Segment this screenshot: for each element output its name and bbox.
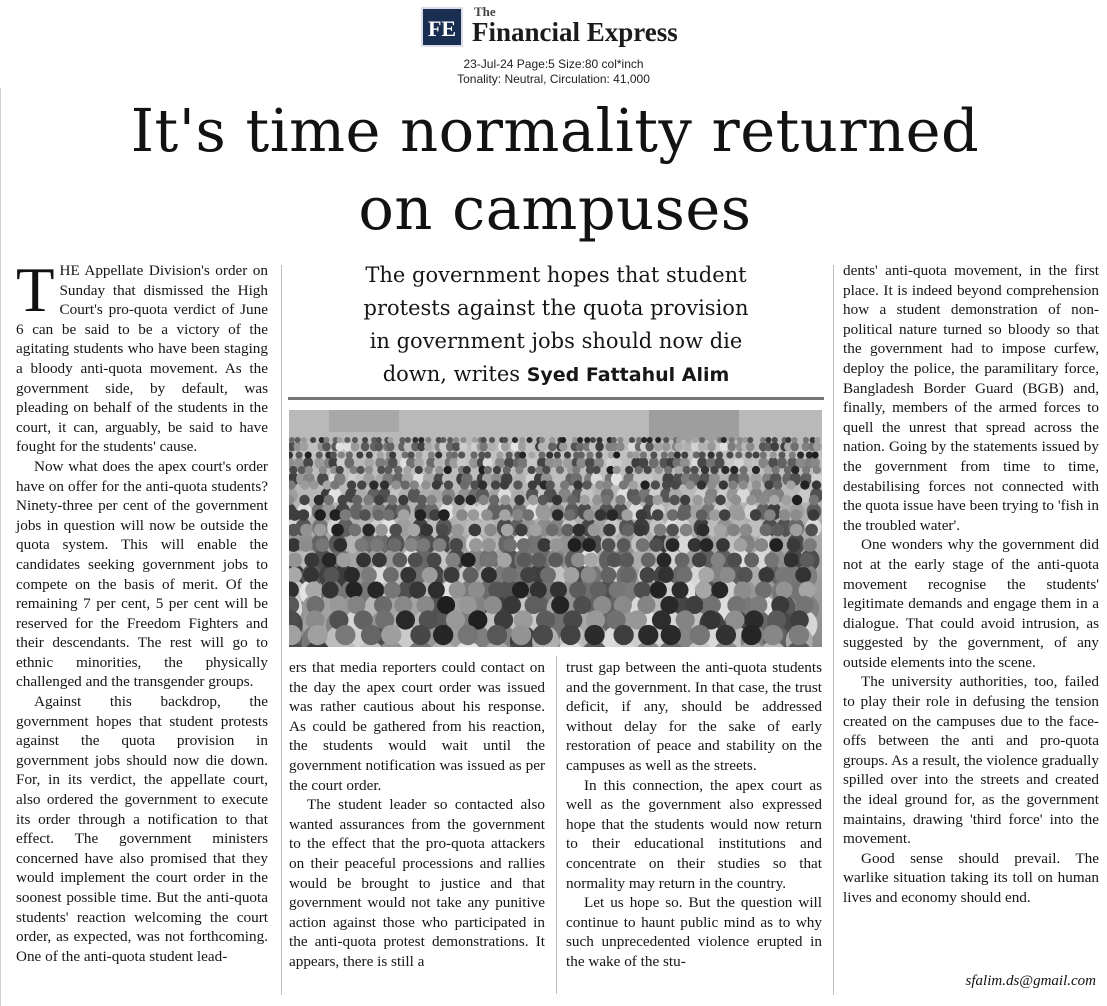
paragraph: Against this backdrop, the government hopes that student protests against the quota provision in government jobs should now die down. For, in its verdict, the appellate court, also ordered the government to execute its order through a notification to that effect. The government ministers concerned have also promised that they would implement the court order in the soonest possible time. But the anti-quota students' reaction welcoming the court order, as expected, was not forthcoming. One of the anti-quota student lead- xyxy=(16,693,268,965)
author-email: sfalim.ds@gmail.com xyxy=(965,973,1096,989)
column-divider xyxy=(281,265,282,995)
standfirst-line: The government hopes that student xyxy=(365,263,747,287)
clip-meta-tonality: Tonality: Neutral, Circulation: 41,000 xyxy=(457,72,650,86)
crowd-photo-illustration xyxy=(289,410,822,647)
clip-meta-date-page: 23-Jul-24 Page:5 Size:80 col*inch xyxy=(463,57,644,71)
article-column-2 xyxy=(289,658,545,972)
paragraph: The student leader so contacted also wanted assurances from the government to the effect that the pro-quota attackers on their peaceful processions and rallies would be brought to justice and that government would not take any punitive action against those who participated in the anti-quota protest demonstrations. It appears, there is still a xyxy=(289,796,545,970)
column-divider xyxy=(556,656,557,994)
paragraph: The university authorities, too, failed to play their role in defusing the tension created on the campuses due to the face-offs between the anti and pro-quota groups. As a result, the violence gradually spilled over into the streets and created the ideal ground for, as the government maintains, drawing 'third force' into the movement. xyxy=(843,673,1099,848)
paragraph: trust gap between the anti-quota students and the government. In that case, the trust deficit, if any, should be addressed without delay for the sake of early restoration of peace and stability on the campuses as well as the streets. xyxy=(566,659,822,774)
headline-line-1: It's time normality returned xyxy=(130,96,980,165)
article-standfirst xyxy=(296,259,816,392)
standfirst-line: protests against the quota provision xyxy=(363,296,749,320)
paragraph: In this connection, the apex court as well as the government also expressed hope that the students would now return to their educational institutions and concentrate on their studies so that normality may return in the country. xyxy=(566,776,822,892)
photo-top-rule xyxy=(288,397,824,400)
headline-line-2: on campuses xyxy=(358,174,752,243)
paragraph: Let us hope so. But the question will continue to haunt public mind as to why such unprecedented violence erupted in the wake of the stu- xyxy=(566,894,822,970)
standfirst-line: in government jobs should now die xyxy=(369,329,743,353)
masthead-title: Financial Express xyxy=(472,17,678,47)
crowd-photo xyxy=(289,410,822,647)
article-column-4 xyxy=(843,261,1099,908)
article-headline xyxy=(40,92,1070,248)
paragraph: One wonders why the government did not at the early stage of the anti-quota movement recognise the students' legitimate demands and engage them in a dialogue. That could avoid intrusion, as suggested by the government, of any outside elements into the scene. xyxy=(843,536,1099,671)
paragraph: Now what does the apex court's order have on offer for the anti-quota students? Ninety-three per cent of the government jobs in question will now be outside the quota system. This will enable the candidates seeking government jobs to compete on the basis of merit. Of the remaining 7 per cent, 5 per cent will be reserved for the Freedom Fighters and their descendants. The rest will go to ethnic minorities, the physically challenged and the transgender groups. xyxy=(16,457,268,691)
article-column-1 xyxy=(16,255,268,966)
paragraph xyxy=(16,255,268,457)
paragraph: dents' anti-quota movement, in the first place. It is indeed beyond comprehension how a student demonstration of non-political nature turned so bloody so that the government had to impose curfew, deploy the police, the paramilitary force, Bangladesh Border Guard (BGB) and, finally, members of the armed forces to quell the unrest that spread across the nation. Going by the statements issued by the government from time to time, destabilising forces not connected with the quota issue have been trying to 'fish in the troubled water'. xyxy=(843,262,1099,534)
paragraph: ers that media reporters could contact on the day the apex court order was issued was rather cautious about his response. As could be gathered from his reaction, the students would wait until the government notification was issued as per the court order. xyxy=(289,659,545,794)
masthead-article: The xyxy=(474,4,496,19)
byline: Syed Fattahul Alim xyxy=(526,364,730,386)
clip-header xyxy=(0,0,1107,88)
page-left-rule xyxy=(0,88,1,1006)
paragraph: Good sense should prevail. The warlike situation taking its toll on human lives and economy should end. xyxy=(843,849,1099,906)
article-column-3 xyxy=(566,658,822,972)
drop-cap: T xyxy=(16,255,55,325)
column-divider xyxy=(833,265,834,995)
paragraph-text: HE Appellate Division's order on Sunday that dismissed the High Court's pro-quota verdict of June 6 can be said to be a victory of the agitating students who have been staging a bloody anti-quota movement. As the government side, by default, was pleading on behalf of the students in the court, it can, arguably, be said to have fought for the students' cause. xyxy=(16,262,268,456)
newspaper-logo: FE xyxy=(421,7,463,47)
standfirst-line: down, writes xyxy=(382,362,527,386)
